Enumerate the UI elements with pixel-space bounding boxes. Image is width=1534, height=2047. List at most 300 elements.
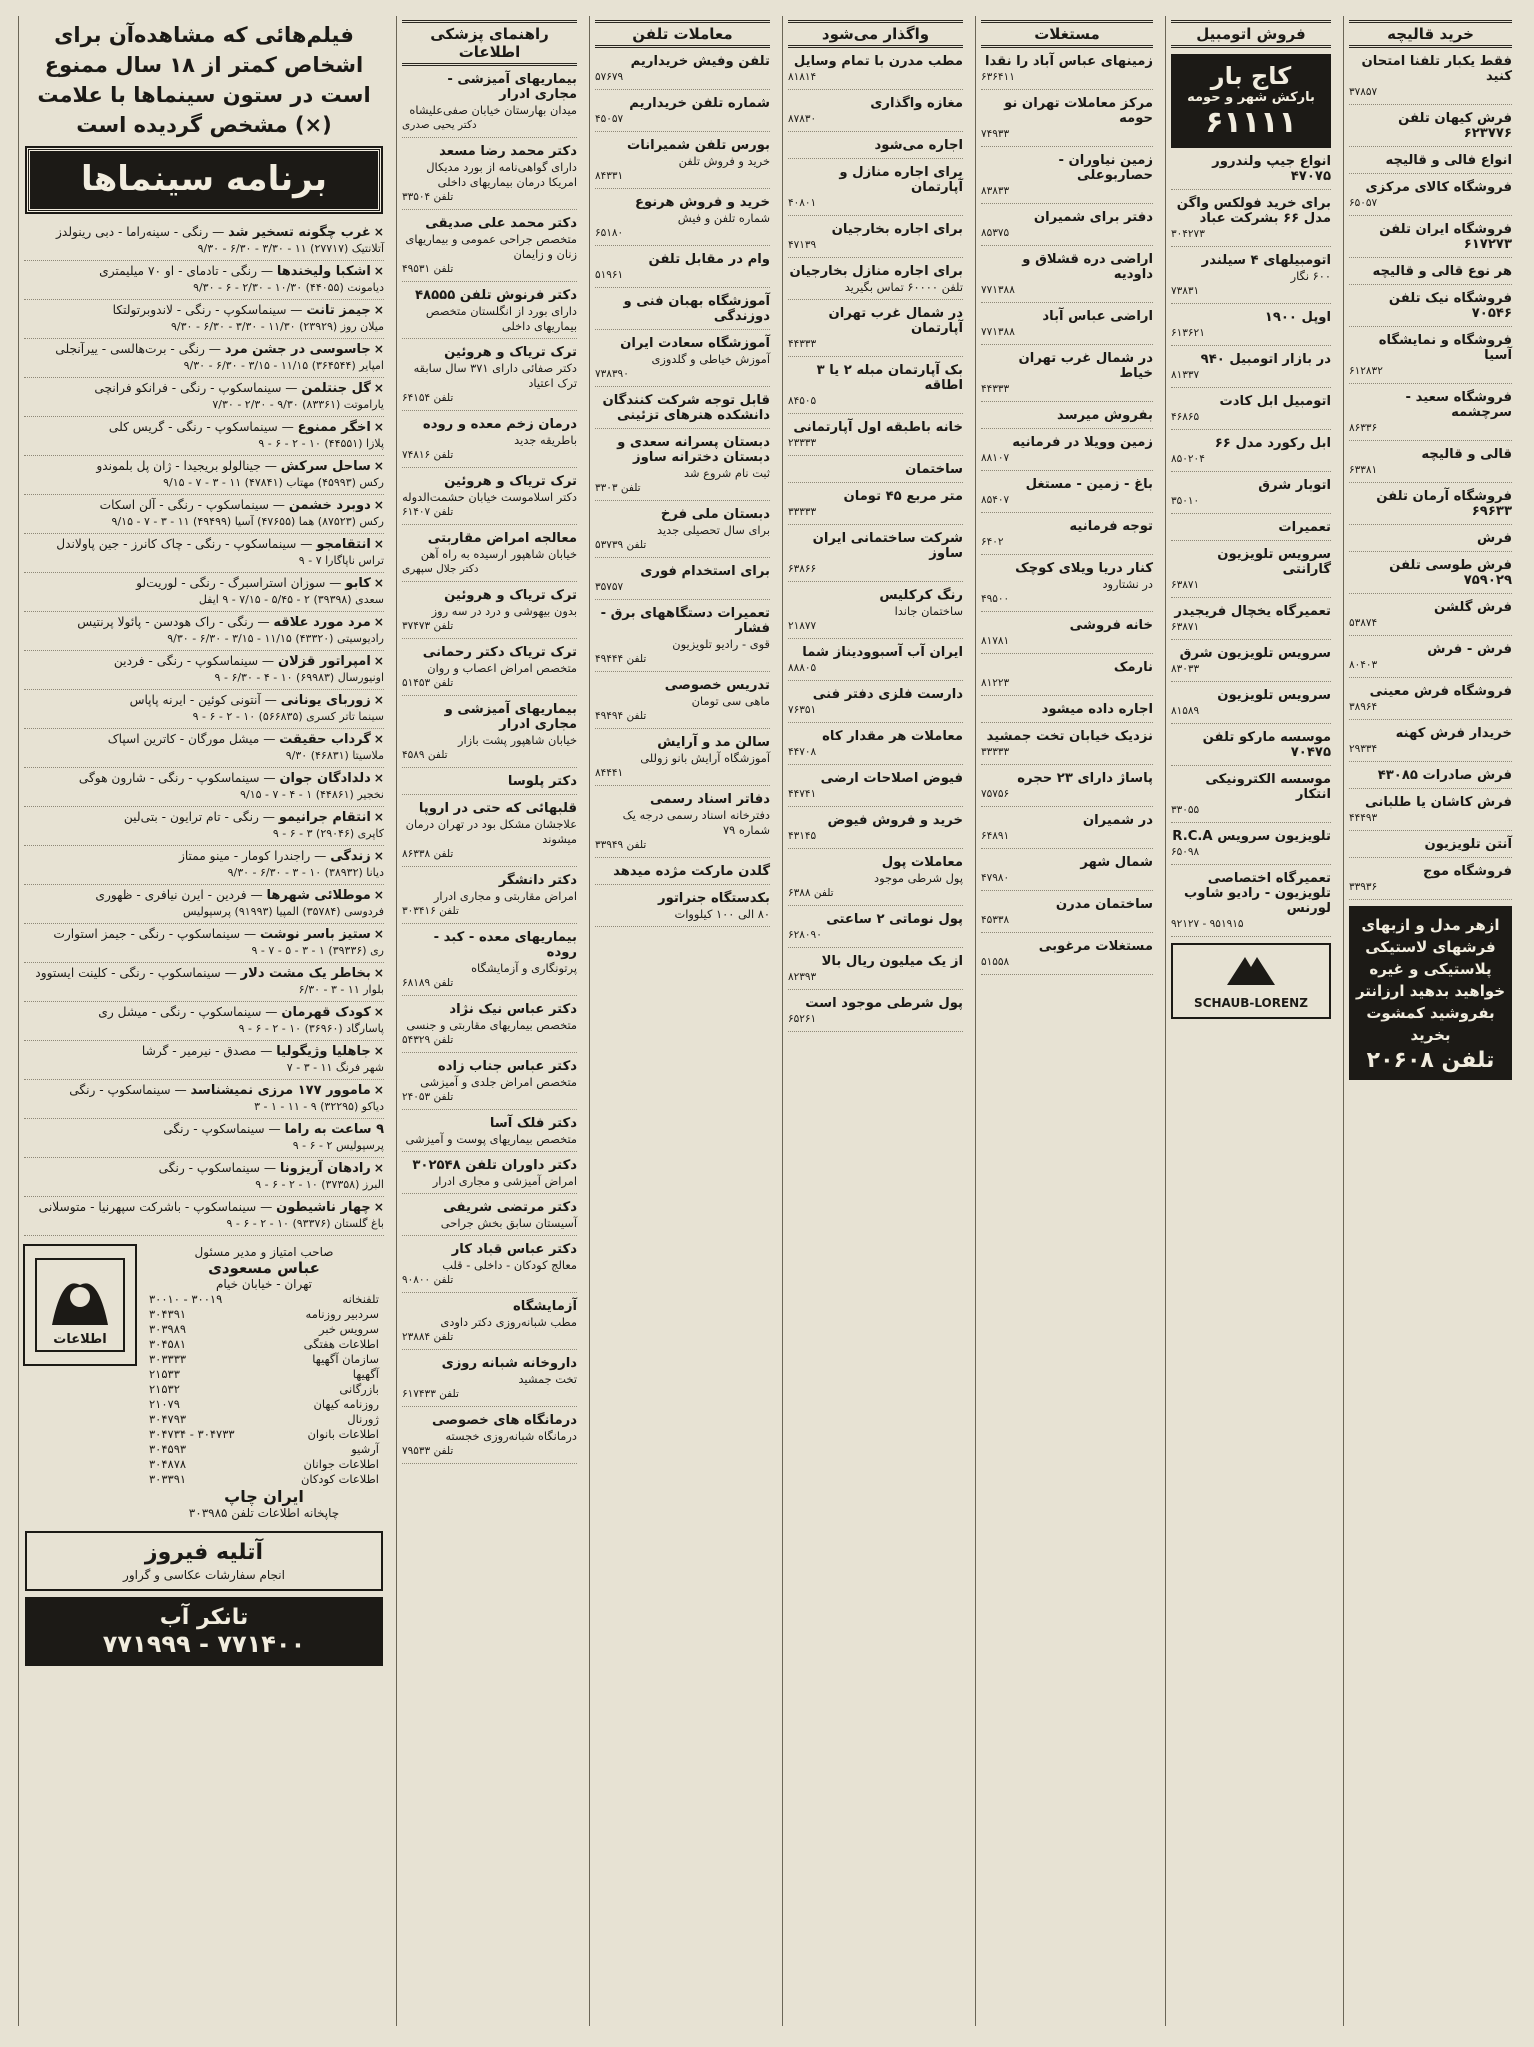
ad-headline: زمین وویلا در فرمانیه: [1012, 435, 1153, 450]
ad-contact: ۶۳۸۶۶: [788, 563, 817, 575]
ad-text: آسیستان سابق بخش جراحی: [440, 1216, 577, 1230]
ad-headline: مغازه واگذاری: [870, 96, 963, 111]
ad-headline: آنتن تلویزیون: [1424, 837, 1512, 852]
ad-headline: بکدستگاه جنراتور: [657, 891, 770, 906]
film-schedule: تراس ناپاگارا ۷ - ۹: [298, 554, 384, 567]
classified-ad: [595, 507, 770, 558]
ad-headline: نارمک: [1113, 660, 1153, 675]
ad-text: دفترخانه اسناد رسمی درجه یک شماره ۷۹: [622, 808, 770, 837]
ad-contact: ۸۵۰۲۰۴: [1171, 453, 1205, 465]
film-info: سینماسکوپ - رنگی - فردین: [113, 654, 259, 668]
ad-contact: ۶۴۸۹۱: [981, 830, 1010, 842]
classified-ad: [981, 408, 1153, 429]
film-title: بخاطر یک مشت دلار: [240, 966, 371, 981]
ad-headline: تعمیرگاه یخچال فریجیدر: [1174, 604, 1331, 619]
film-listing: ×گرداب حقیقت — میشل مورگان - کاترین اسپاک ملاسیتا (۴۶۸۳۱) ۹/۳۰: [24, 729, 384, 768]
imprint-number: ۳۰۴۸۷۸: [149, 1457, 187, 1471]
age-restriction-notice: فیلم‌هائی که مشاهده‌آن برای اشخاص کمتر از ۱۸ سال ممنوع است در ستون سینماها با علامت (×) مشخص گردیده است: [37, 23, 371, 137]
ad-headline: ترک تریاک دکتر رحمانی: [422, 645, 577, 660]
film-title: ستیز باسر نوشت: [260, 927, 371, 942]
tanker-tel: ۷۷۱۹۹۹ - ۷۷۱۴۰۰: [102, 1630, 306, 1658]
classified-ad: [1349, 837, 1512, 858]
classified-ad: [402, 1356, 577, 1407]
imprint-number: ۳۰۴۵۹۳: [149, 1442, 187, 1456]
realty-section-header: مستغلات: [981, 20, 1153, 48]
ad-contact: ۷۷۱۳۸۸: [981, 284, 1015, 296]
classified-ad: [788, 420, 963, 456]
ad-headline: وام در مقابل تلفن: [648, 252, 770, 267]
ad-headline: داروخانه شبانه روزی: [441, 1356, 577, 1371]
ad-headline: مستغلات مرغوبی: [1038, 939, 1153, 954]
classified-ad: [981, 477, 1153, 513]
ad-headline: در شمیران: [1082, 813, 1153, 828]
film-schedule: اونیورسال (۶۹۹۸۳) ۱۰ - ۴ - ۶/۳۰ - ۹: [214, 671, 384, 684]
classified-ad: [788, 165, 963, 216]
film-info: آنتونی کوئین - ایرنه پاپاس: [129, 693, 261, 707]
classified-ad: [1349, 795, 1512, 831]
ad-contact: ۶۴۰۲: [981, 536, 1004, 548]
ad-contact: ۵۳۸۷۴: [1349, 617, 1378, 629]
ad-headline: خرید و فروش فیوض: [827, 813, 963, 828]
ad-headline: دکتر محمد علی صدیقی: [425, 216, 577, 231]
imprint-row: [143, 1337, 385, 1352]
classified-ad: [402, 1116, 577, 1152]
kaj-bar-ad: [1171, 54, 1331, 148]
film-schedule: آتلانتیک (۲۷۷۱۷) ۱۱ - ۳/۳۰ - ۶/۳۰ - ۹/۳۰: [197, 242, 384, 255]
ad-headline: فیوض اصلاحات ارضی: [820, 771, 963, 786]
ad-text: خیابان شاهپور پشت بازار: [458, 733, 577, 747]
ad-headline: برای اجاره منازل بخارجیان: [789, 264, 963, 279]
classified-ad: [788, 222, 963, 258]
ad-contact: ۳۵۰۱۰: [1171, 495, 1200, 507]
ad-text: متخصص جراحی عمومی و بیماریهای زنان و زایمان: [405, 232, 577, 261]
ad-text: دکتر اسلاموست خیابان حشمت‌الدوله: [402, 490, 577, 504]
classified-ad: [788, 855, 963, 906]
film-title: رادهان آریزونا: [279, 1161, 371, 1176]
ad-headline: قلبهائی که حتی در اروپا: [418, 801, 577, 816]
ad-contact: ۵۱۹۶۱: [595, 269, 624, 281]
adult-only-mark: ×: [373, 927, 384, 941]
adult-only-mark: ×: [373, 1005, 384, 1019]
imprint-number: ۳۰۴۷۳۳ - ۳۰۴۷۳۴: [149, 1427, 235, 1441]
film-schedule: میلان روز (۲۳۹۲۹) ۱۱/۳۰ - ۳/۳۰ - ۶/۳۰ - ۹/۳۰: [171, 320, 384, 333]
ettelaat-emblem-icon: [32, 1255, 128, 1355]
ad-headline: تلفن وفیش خریداریم: [630, 54, 770, 69]
film-listing: ×دلدادگان جوان — سینماسکوپ - رنگی - شارون هوگی نخجیر (۴۴۸۶۱) ۱ - ۴ - ۷ - ۹/۱۵: [24, 768, 384, 807]
film-title: گل جنتلمن: [301, 381, 371, 396]
classified-ad: [981, 210, 1153, 246]
ad-text: میدان بهارستان خیابان صفی‌علیشاه: [409, 103, 577, 117]
ad-headline: فرش صادرات ۴۳۰۸۵: [1377, 768, 1512, 783]
ad-contact: تلفن ۲۳۸۸۴: [402, 1331, 454, 1343]
ad-contact: تلفن ۵۱۴۵۳: [402, 677, 454, 689]
film-info: میشل مورگان - کاترین اسپاک: [107, 732, 260, 746]
classified-ad: [402, 345, 577, 411]
ad-headline: فرش: [1476, 531, 1512, 546]
film-listing: ×بخاطر یک مشت دلار — سینماسکوپ - رنگی - کلینت ایستوود بلوار ۱۱ - ۳ - ۶/۳۰: [24, 963, 384, 1002]
film-info: سینماسکوپ - رنگی - جیمز استوارت: [53, 927, 241, 941]
ad-headline: انواع فالی و قالیچه: [1385, 153, 1512, 168]
classified-ad: [1349, 153, 1512, 174]
imprint-row: [143, 1472, 385, 1487]
film-listing: ۹ ساعت به راما — سینماسکوپ - رنگی پرسپولیس ۲ - ۶ - ۹: [24, 1119, 384, 1158]
ad-headline: خریدار فرش کهنه: [1395, 726, 1512, 741]
ad-headline: زمین نیاوران - حصاربوعلی: [1058, 153, 1153, 183]
ad-contact: ۶۱۲۸۳۲: [1349, 365, 1383, 377]
ad-headline: مطب مدرن با تمام وسایل: [793, 54, 963, 69]
film-title: انتقام جرانیمو: [278, 810, 371, 825]
ad-contact: تلفن ۹۰۸۰۰: [402, 1274, 454, 1286]
water-tanker-ad: [25, 1597, 383, 1666]
film-info: رنگی - سینه‌راما - دبی رینولدز: [56, 225, 209, 239]
film-title: دوبرد خشمن: [288, 498, 371, 513]
ad-contact: تلفن ۶۱۴۰۷: [402, 506, 454, 518]
film-info: رنگی - تام ترایون - بتی‌لین: [123, 810, 259, 824]
ad-contact: ۲۹۳۳۴: [1349, 743, 1378, 755]
ad-headline: سالن مد و آرایش: [657, 735, 770, 750]
kaj-tel: ۶۱۱۱۱: [1205, 105, 1297, 140]
classified-ad: [1171, 829, 1331, 865]
adult-only-mark: ×: [373, 1083, 384, 1097]
film-schedule: ملاسیتا (۴۶۸۳۱) ۹/۳۰: [285, 749, 384, 762]
ad-headline: فرش کاشان یا طلبانی: [1365, 795, 1512, 810]
ad-contact: ۳۳۰۵۵: [1171, 804, 1200, 816]
imprint-number: ۲۱۵۳۲: [149, 1382, 180, 1396]
ad-headline: ترک تریاک و هروئین: [444, 474, 577, 489]
classified-ad: [1171, 352, 1331, 388]
medical-ads: [402, 72, 577, 1464]
ad-headline: سرویس تلویزیون شرق: [1179, 646, 1331, 661]
classified-ad: [788, 813, 963, 849]
ad-headline: ترک تریاک و هروئین: [444, 588, 577, 603]
classified-ad: [1171, 478, 1331, 514]
classified-ad: [981, 855, 1153, 891]
ad-contact: ۳۳۳۳۳: [981, 746, 1010, 758]
ad-contact: ۳۵۷۵۷: [595, 581, 624, 593]
ad-headline: فروشگاه ایران تلفن ۶۱۷۲۷۳: [1379, 222, 1512, 252]
ad-contact: ۵۱۵۵۸: [981, 956, 1010, 968]
adult-only-mark: ×: [373, 615, 384, 629]
classified-ad: [1349, 111, 1512, 147]
print-shop-tel: چاپخانه اطلاعات تلفن ۳۰۳۹۸۵: [188, 1506, 340, 1520]
film-listing: ×انتقام جرانیمو — رنگی - تام ترایون - بتی‌لین کاپری (۲۹۰۴۶) ۳ - ۶ - ۹: [24, 807, 384, 846]
film-schedule: دیاکو (۳۲۲۹۵) ۹ - ۱۱ - ۱ - ۳: [254, 1100, 384, 1113]
imprint-row: [143, 1442, 385, 1457]
adult-only-mark: ×: [373, 888, 384, 902]
ad-contact: ۷۳۸۳۹۰: [595, 368, 629, 380]
classified-ad: [595, 336, 770, 387]
ad-headline: معاملات پول: [881, 855, 963, 870]
ad-headline: تلویزیون سرویس R.C.A: [1172, 829, 1331, 844]
film-info: سینماسکوپ - رنگی - شارون هوگی: [78, 771, 260, 785]
classified-ad: [402, 1158, 577, 1194]
classified-ad: [981, 702, 1153, 723]
ad-contact: تلفن ۳۳۵۰۴: [402, 191, 454, 203]
imprint-label: اطلاعات بانوان: [307, 1427, 379, 1441]
classified-ad: [402, 1299, 577, 1350]
classified-ad: [595, 294, 770, 330]
ad-contact: ۶۳۸۷۱: [1171, 621, 1200, 633]
ad-contact: ۲۳۳۳۳: [788, 437, 817, 449]
imprint-row: [143, 1382, 385, 1397]
ad-contact: تلفن ۷۴۸۱۶: [402, 449, 454, 461]
ad-text: ۶۰۰ نگار: [1290, 269, 1331, 283]
film-info: مصدق - نیرمیر - گرشا: [141, 1044, 257, 1058]
classified-ad: [1349, 222, 1512, 258]
film-info: سینماسکوپ - رنگی: [69, 1083, 171, 1097]
ad-contact: تلفن ۵۴۳۲۹: [402, 1034, 454, 1046]
ad-contact: دکتر جلال سپهری: [402, 563, 479, 575]
film-info: سینماسکوپ - باشرکت سپهرنیا - متوسلانی: [38, 1200, 257, 1214]
ad-headline: سرویس تلویزیون: [1217, 688, 1331, 703]
imprint-row: [143, 1352, 385, 1367]
classified-ad: [1171, 772, 1331, 823]
imprint-row: [143, 1307, 385, 1322]
carpet-promo-tel: تلفن ۲۰۶۰۸: [1366, 1048, 1495, 1073]
imprint-row: [143, 1427, 385, 1442]
ad-contact: ۷۷۱۳۸۸: [981, 326, 1015, 338]
ad-headline: فرش طوسی تلفن ۷۵۹۰۲۹: [1389, 558, 1512, 588]
classified-ad: [788, 54, 963, 90]
ad-contact: تلفن ۶۴۱۵۴: [402, 392, 454, 404]
ad-contact: تلفن ۴۹۴۹۴: [595, 710, 647, 722]
ad-text: امراض مقاربتی و مجاری ادرار: [433, 889, 577, 903]
classified-ad: [788, 687, 963, 723]
ad-text: خرید و فروش تلفن: [678, 154, 770, 168]
classified-ad: [402, 531, 577, 582]
ad-contact: ۸۰۴۰۳: [1349, 659, 1378, 671]
ad-contact: ۸۱۲۲۳: [981, 677, 1010, 689]
classified-ad: [1349, 489, 1512, 525]
ad-headline: بک آپارتمان مبله ۲ یا ۳ اطاقه: [816, 363, 963, 393]
imprint-label: اطلاعات هفتگی: [303, 1337, 379, 1351]
kaj-title: کاج بار: [1210, 62, 1292, 90]
film-schedule: امپایر (۳۶۴۵۴۴) ۱۱/۱۵ - ۳/۱۵ - ۶/۳۰ - ۹/۳۰: [183, 359, 384, 372]
classified-ad: [981, 939, 1153, 975]
classified-ad: [788, 138, 963, 159]
film-listing: ×ساحل سرکش — جینالولو بریجیدا - ژان پل بلموندو رکس (۴۵۹۹۳) مهتاب (۴۷۸۴۱) ۱۱ - ۳ - ۷ - ۹/۱۵: [24, 456, 384, 495]
film-title: زندگی: [330, 849, 371, 864]
film-listing: ×غرب چگونه تسخیر شد — رنگی - سینه‌راما - دبی رینولدز آتلانتیک (۲۷۷۱۷) ۱۱ - ۳/۳۰ - ۶/۳۰ - ۹/۳۰: [24, 222, 384, 261]
ad-contact: ۴۵۰۵۷: [595, 113, 624, 125]
classified-ad: [595, 606, 770, 672]
film-title: امپراتور قزلان: [278, 654, 371, 669]
film-schedule: پلازا (۴۴۵۵۱) ۱۰ - ۲ - ۶ - ۹: [258, 437, 384, 450]
ad-text: برای سال تحصیلی جدید: [657, 523, 770, 537]
classified-ad: [402, 801, 577, 867]
film-schedule: البرز (۳۷۳۵۸) ۱۰ - ۲ - ۶ - ۹: [255, 1178, 384, 1191]
newspaper-stamp: [23, 1244, 137, 1366]
ad-headline: آموزشگاه سعادت ایران: [620, 336, 770, 351]
classified-ad: [981, 519, 1153, 555]
ad-contact: تلفن ۳۳۰۳: [595, 482, 641, 494]
ad-contact: ۶۵۱۸۰: [595, 227, 624, 239]
ad-headline: قالی و قالیچه: [1421, 447, 1512, 462]
imprint-row: [143, 1457, 385, 1472]
ad-headline: زمینهای عباس آباد را نقدا: [984, 54, 1153, 69]
film-schedule: کاپری (۲۹۰۴۶) ۳ - ۶ - ۹: [272, 827, 384, 840]
classified-ad: [788, 912, 963, 948]
classified-ad: [402, 1200, 577, 1236]
ad-contact: ۸۱۳۳۷: [1171, 369, 1200, 381]
atelier-name: آتلیه فیروز: [144, 1540, 264, 1565]
film-listing: ×چهار ناشیطون — سینماسکوپ - باشرکت سپهرنیا - متوسلانی باغ گلستان (۹۳۳۷۶) ۱۰ - ۲ - ۶ - ۹: [24, 1197, 384, 1236]
ad-headline: فروشگاه سعید - سرچشمه: [1405, 390, 1512, 420]
ad-headline: اوپل ۱۹۰۰: [1264, 310, 1331, 325]
ad-headline: فقط یکبار تلفنا امتحان کنید: [1361, 54, 1512, 84]
ad-headline: دکتر فلک آسا: [489, 1116, 577, 1131]
ad-contact: ۴۷۹۸۰: [981, 872, 1010, 884]
imprint-row: [143, 1412, 385, 1427]
ad-headline: انواع جیپ ولندرور ۴۷۰۷۵: [1212, 154, 1331, 184]
ad-headline: دکتر پلوسا: [507, 774, 577, 789]
film-schedule: شهر فرنگ ۱۱ - ۳ - ۷: [286, 1061, 384, 1074]
ad-headline: در بازار اتومبیل ۹۴۰: [1200, 352, 1331, 367]
imprint-label: آگهیها: [352, 1367, 379, 1381]
ad-contact: ۸۴۳۳۱: [595, 170, 624, 182]
classified-ad: [1171, 547, 1331, 598]
ad-headline: دفاتر اسناد رسمی: [649, 792, 770, 807]
ad-headline: قابل توجه شرکت کنندگان دانشکده هنرهای تزئینی: [602, 393, 770, 423]
film-title: انتقامجو: [316, 537, 371, 552]
ad-contact: ۶۵۲۶۱: [788, 1013, 817, 1025]
classified-ad: [1171, 604, 1331, 640]
ad-contact: ۶۵۰۹۸: [1171, 846, 1200, 858]
film-listing: ×جاسوسی در جشن مرد — رنگی - برت‌هالسی - ییرآنجلی امپایر (۳۶۴۵۴۴) ۱۱/۱۵ - ۳/۱۵ - ۶/۳۰ - ۹/۳۰: [24, 339, 384, 378]
ad-contact: ۹۲۱۲۷ - ۹۵۱۹۱۵: [1171, 918, 1244, 930]
ad-headline: موسسه مارکو تلفن ۷۰۴۷۵: [1202, 730, 1331, 760]
classified-ad: [595, 735, 770, 786]
adult-only-mark: ×: [373, 732, 384, 746]
classified-ad: [595, 138, 770, 189]
carpet-column: [1343, 16, 1517, 2026]
film-title: جاهلیا وژیگولیا: [276, 1044, 371, 1059]
carpet-section-header: خرید قالیچه: [1349, 20, 1512, 48]
adult-only-mark: ×: [373, 1161, 384, 1175]
ad-contact: تلفن ۷۹۵۳۳: [402, 1445, 454, 1457]
ad-headline: دبستان پسرانه سعدی و دبستان دخترانه ساوز: [617, 435, 770, 465]
ad-contact: ۵۷۶۷۹: [595, 71, 624, 83]
film-title: غرب چگونه تسخیر شد: [228, 225, 371, 240]
ad-text: دارای بورد از انگلستان متخصص بیماریهای داخلی: [425, 304, 577, 333]
ad-headline: دکتر داوران تلفن ۳۰۲۵۴۸: [412, 1158, 577, 1173]
classified-ad: [788, 96, 963, 132]
ad-contact: تلفن ۶۱۷۴۳۳: [402, 1388, 459, 1400]
classified-ad: [1171, 646, 1331, 682]
classified-ad: [595, 393, 770, 429]
classified-ad: [788, 363, 963, 414]
ad-contact: تلفن ۳۰۳۴۱۶: [402, 905, 459, 917]
ad-text: علاجشان مشکل بود در تهران درمان میشوند: [405, 817, 577, 846]
classified-ad: [402, 1002, 577, 1053]
film-title: کودک قهرمان: [281, 1005, 371, 1020]
tanker-title: تانکر آب: [159, 1605, 249, 1630]
ad-headline: تعمیرات: [1278, 520, 1331, 535]
film-listing: ×ماموور ۱۷۷ مرزی نمیشناسد — سینماسکوپ - رنگی دیاکو (۳۲۲۹۵) ۹ - ۱۱ - ۱ - ۳: [24, 1080, 384, 1119]
ad-headline: ساختمان: [905, 462, 963, 477]
ad-contact: ۸۱۸۱۴: [788, 71, 817, 83]
ad-headline: دکتر دانشگر: [498, 873, 577, 888]
ad-contact: ۶۳۶۴۱۱: [981, 71, 1015, 83]
film-schedule: بلوار ۱۱ - ۳ - ۶/۳۰: [298, 983, 384, 996]
schaub-lorenz-icon: [1221, 951, 1281, 991]
ad-headline: فرش گلشن: [1434, 600, 1512, 615]
film-title: چهار ناشیطون: [276, 1200, 371, 1215]
imprint-row: [143, 1292, 385, 1307]
ad-text: ساختمان جاندا: [894, 604, 963, 618]
kaj-sub: بارکش شهر و حومه: [1187, 90, 1315, 105]
ad-headline: دکتر محمد رضا مسعد: [439, 144, 577, 159]
ad-headline: دبستان ملی فرخ: [660, 507, 770, 522]
film-title: اشکبا ولیخندها: [276, 264, 371, 279]
ad-headline: ترک تریاک و هروئین: [444, 345, 577, 360]
film-title: اخگر ممنوع: [297, 420, 371, 435]
ad-contact: ۸۴۴۴۱: [595, 767, 624, 779]
ad-headline: تدریس خصوصی: [664, 678, 770, 693]
classified-ad: [1349, 864, 1512, 900]
classified-ad: [981, 561, 1153, 612]
classified-ad: [788, 306, 963, 357]
ad-headline: اتوبار شرق: [1258, 478, 1331, 493]
ad-contact: ۴۴۴۹۳: [1349, 812, 1378, 824]
medical-section-header: راهنمای پزشکی اطلاعات: [402, 20, 577, 66]
film-schedule: رادیوسیتی (۴۳۳۲۰) ۱۱/۱۵ - ۳/۱۵ - ۶/۳۰ - ۹/۳۰: [167, 632, 384, 645]
ad-contact: ۸۱۷۸۱: [981, 635, 1010, 647]
ad-headline: گلدن مارکت مژده میدهد: [613, 864, 770, 879]
film-info: سینماسکوپ - رنگی: [158, 1161, 260, 1175]
imprint-label: بازرگانی: [339, 1382, 379, 1396]
ad-headline: فرش کیهان تلفن ۶۲۳۷۷۶: [1398, 111, 1512, 141]
realty-column: [975, 16, 1158, 2026]
ad-headline: دکتر عباس نیک نژاد: [449, 1002, 577, 1017]
imprint-name: عباس مسعودی: [208, 1259, 320, 1277]
ad-headline: اتومبیل ابل کادت: [1219, 394, 1331, 409]
ad-headline: شماره تلفن خریداریم: [629, 96, 770, 111]
classified-ad: [981, 54, 1153, 90]
ad-contact: ۴۷۱۳۹: [788, 239, 817, 251]
car-ads: [1171, 154, 1331, 937]
ad-headline: بفروش میرسد: [1057, 408, 1153, 423]
ad-headline: موسسه الکترونیکی انتکار: [1205, 772, 1331, 802]
sale-ads: [788, 54, 963, 1032]
ad-headline: آموزشگاه بهبان فنی و دوزندگی: [623, 294, 770, 324]
ad-contact: ۳۷۸۵۷: [1349, 86, 1378, 98]
ad-headline: فرش - فرش: [1427, 642, 1512, 657]
classified-ad: [981, 618, 1153, 654]
ad-headline: ابل رکورد مدل ۶۶: [1214, 436, 1331, 451]
film-listing: ×رادهان آریزونا — سینماسکوپ - رنگی البرز (۳۷۳۵۸) ۱۰ - ۲ - ۶ - ۹: [24, 1158, 384, 1197]
classified-ad: [1349, 642, 1512, 678]
imprint-number: ۲۱۰۷۹: [149, 1397, 180, 1411]
film-info: جینالولو بریجیدا - ژان پل بلموندو: [96, 459, 261, 473]
classified-ad: [1171, 154, 1331, 190]
ad-contact: ۶۱۳۶۲۱: [1171, 327, 1205, 339]
ad-headline: هر نوع قالی و قالیچه: [1372, 264, 1512, 279]
classified-ad: [402, 417, 577, 468]
film-schedule: پرسپولیس ۲ - ۶ - ۹: [292, 1139, 384, 1152]
adult-only-mark: ×: [373, 1200, 384, 1214]
ad-headline: متر مربع ۴۵ تومان: [843, 489, 963, 504]
carpet-promo-text: ازهر مدل و ازبهای فرشهای لاستیکی پلاستیکی و غیره خواهید بدهید ارزانتر بفروشید کمشوت بخرید: [1355, 916, 1506, 1044]
classified-ad: [981, 96, 1153, 147]
film-title: مرد مورد علاقه: [273, 615, 371, 630]
classified-ad: [788, 645, 963, 681]
ad-headline: توجه فرمانیه: [1069, 519, 1153, 534]
film-info: راجندرا کومار - مینو ممتاز: [178, 849, 311, 863]
ad-headline: دکتر عباس جناب زاده: [437, 1059, 577, 1074]
ad-headline: بیماریهای آمیزشی و مجاری ادرار: [444, 702, 577, 732]
ad-headline: شمال شهر: [1080, 855, 1153, 870]
